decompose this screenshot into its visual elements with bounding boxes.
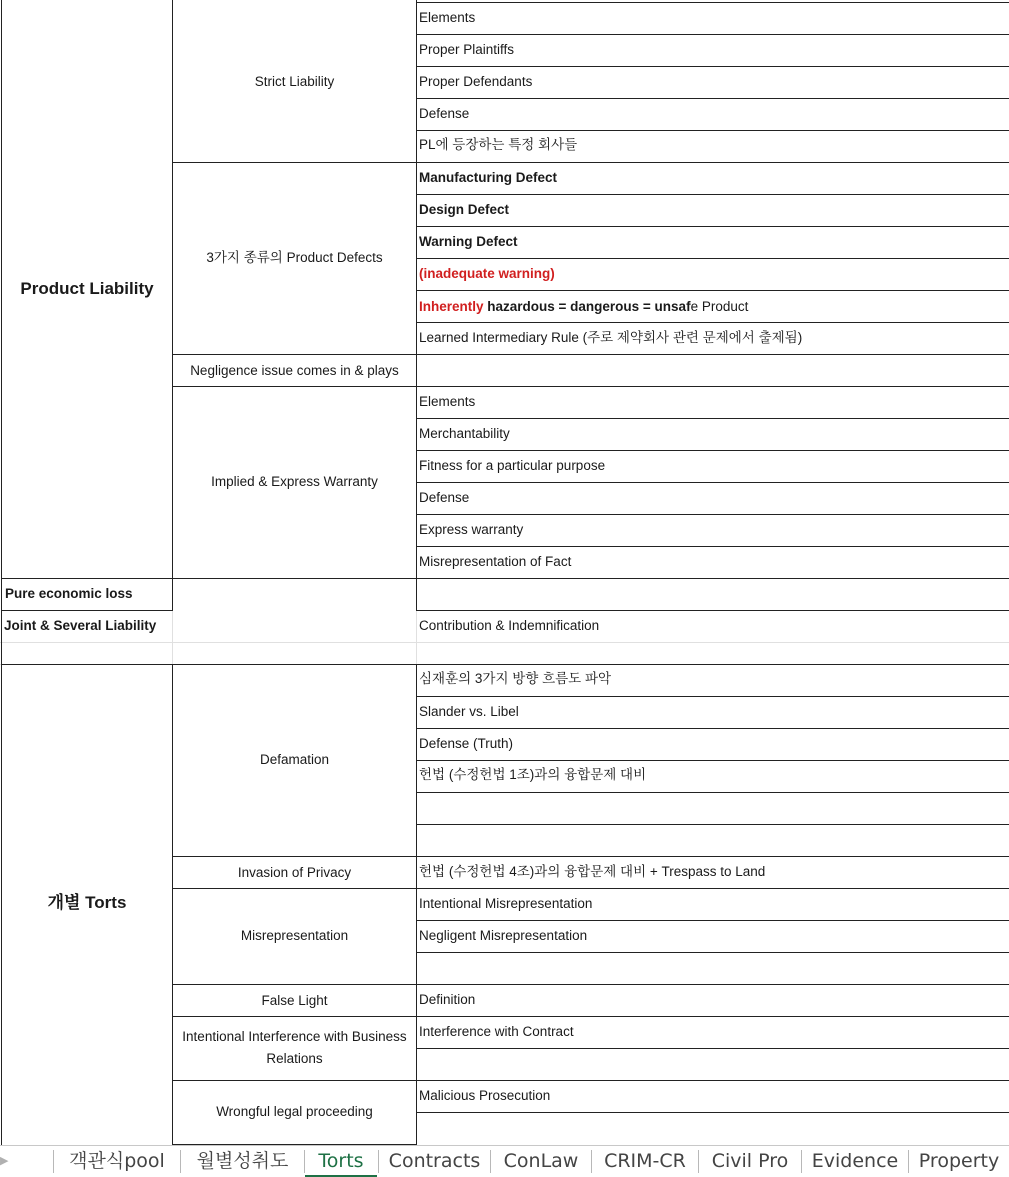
detail-cell[interactable]: Manufacturing Defect xyxy=(419,170,558,185)
border xyxy=(172,1016,416,1017)
detail-cell[interactable]: 헌법 (수정헌법 1조)과의 융합문제 대비 xyxy=(419,767,647,782)
border xyxy=(416,258,1009,259)
detail-cell[interactable]: PL에 등장하는 특정 회사들 xyxy=(419,137,578,152)
border xyxy=(1,610,172,611)
detail-cell[interactable]: Proper Plaintiffs xyxy=(419,42,515,57)
detail-cell[interactable]: Intentional Misrepresentation xyxy=(419,896,593,911)
detail-cell[interactable]: Design Defect xyxy=(419,202,510,217)
group-label-joint-several-liability[interactable]: Joint & Several Liability xyxy=(4,618,157,633)
detail-cell[interactable]: Proper Defendants xyxy=(419,74,533,89)
detail-cell[interactable]: Misrepresentation of Fact xyxy=(419,554,572,569)
topic-warranty[interactable]: Implied & Express Warranty xyxy=(211,474,378,489)
group-label-individual-torts[interactable]: 개별 Torts xyxy=(47,893,127,912)
detail-cell[interactable]: Express warranty xyxy=(419,522,524,537)
border xyxy=(416,130,1009,131)
border xyxy=(172,888,416,889)
border xyxy=(416,856,1009,857)
topic-negligence[interactable]: Negligence issue comes in & plays xyxy=(190,363,399,378)
border xyxy=(172,984,416,985)
border xyxy=(416,0,417,611)
border xyxy=(172,664,416,665)
border xyxy=(416,290,1009,291)
border xyxy=(416,952,1009,953)
border xyxy=(416,482,1009,483)
border xyxy=(172,354,416,355)
rich-text-run: hazardous = dangerous = unsaf xyxy=(483,299,691,314)
detail-cell[interactable]: Negligent Misrepresentation xyxy=(419,928,588,943)
border xyxy=(172,386,416,387)
detail-cell[interactable]: Interference with Contract xyxy=(419,1024,574,1039)
border xyxy=(416,226,1009,227)
border xyxy=(172,162,416,163)
border xyxy=(416,1080,1009,1081)
rich-text-run: Inherently xyxy=(419,299,484,314)
group-label-product-liability[interactable]: Product Liability xyxy=(20,279,154,298)
rich-text-run: e xyxy=(690,299,699,314)
sheet-tab-bar xyxy=(0,1145,1009,1177)
gridline xyxy=(416,611,417,665)
border xyxy=(172,856,416,857)
topic-false-light[interactable]: False Light xyxy=(261,993,328,1008)
border xyxy=(416,194,1009,195)
border xyxy=(172,664,173,1145)
border xyxy=(416,1112,1009,1113)
detail-cell[interactable]: Definition xyxy=(419,992,476,1007)
border xyxy=(416,824,1009,825)
border xyxy=(1,578,172,579)
border xyxy=(172,578,416,579)
border xyxy=(416,1016,1009,1017)
tab-scroll-left-icon[interactable]: ▶ xyxy=(0,1155,9,1167)
group-label-pure-economic-loss[interactable]: Pure economic loss xyxy=(5,586,133,601)
detail-cell[interactable]: 심재훈의 3가지 방향 흐름도 파악 xyxy=(419,671,612,686)
detail-cell[interactable]: Learned Intermediary Rule (주로 제약회사 관련 문제에서 출제됨) xyxy=(419,330,803,345)
border xyxy=(416,418,1009,419)
detail-cell[interactable]: Defense xyxy=(419,490,470,505)
gridline xyxy=(0,642,1009,643)
sheet-tab-civil-pro[interactable]: Civil Pro xyxy=(711,1150,789,1172)
detail-cell[interactable]: (inadequate warning) xyxy=(419,266,555,281)
border xyxy=(416,696,1009,697)
border xyxy=(172,1080,416,1081)
sheet-tab-property[interactable]: Property xyxy=(918,1150,1000,1172)
border xyxy=(416,728,1009,729)
border xyxy=(416,162,1009,163)
sheet-tab-torts[interactable]: Torts xyxy=(305,1146,377,1177)
detail-cell[interactable]: 헌법 (수정헌법 4조)과의 융합문제 대비 + Trespass to Land xyxy=(419,864,766,879)
topic-defamation[interactable]: Defamation xyxy=(259,752,330,767)
border xyxy=(416,386,1009,387)
border xyxy=(416,546,1009,547)
topic-invasion-of-privacy[interactable]: Invasion of Privacy xyxy=(237,865,352,880)
detail-cell[interactable]: Elements xyxy=(419,394,476,409)
border xyxy=(416,354,1009,355)
sheet-tab-contracts[interactable]: Contracts xyxy=(388,1150,481,1172)
detail-cell-rich[interactable] xyxy=(419,298,748,316)
detail-cell[interactable]: Defense (Truth) xyxy=(419,736,514,751)
border xyxy=(416,920,1009,921)
gridline xyxy=(172,611,173,665)
border xyxy=(416,34,1009,35)
border xyxy=(416,322,1009,323)
topic-product-defects[interactable]: 3가지 종류의 Product Defects xyxy=(206,250,383,265)
border xyxy=(416,1048,1009,1049)
topic-intentional-interference[interactable]: Intentional Interference with Business Relations xyxy=(182,1029,407,1066)
sheet-tab-monthly-achievement[interactable]: 월별성취도 xyxy=(196,1150,289,1172)
topic-wrongful-legal-proceeding[interactable]: Wrongful legal proceeding xyxy=(216,1104,373,1119)
border xyxy=(416,664,417,1145)
detail-cell[interactable]: Fitness for a particular purpose xyxy=(419,458,606,473)
topic-strict-liability[interactable]: Strict Liability xyxy=(254,74,335,89)
sheet-tab-objective-pool[interactable]: 객관식pool xyxy=(69,1150,165,1172)
detail-cell[interactable]: Warning Defect xyxy=(419,234,518,249)
border xyxy=(416,888,1009,889)
gridline xyxy=(0,664,1009,665)
detail-cell[interactable]: Contribution & Indemnification xyxy=(419,618,600,633)
detail-cell[interactable]: Defense xyxy=(419,106,470,121)
border xyxy=(416,578,1009,579)
detail-cell[interactable]: Elements xyxy=(419,10,476,25)
border xyxy=(416,450,1009,451)
detail-cell[interactable]: Malicious Prosecution xyxy=(419,1088,551,1103)
border xyxy=(416,610,1009,611)
detail-cell[interactable]: Merchantability xyxy=(419,426,510,441)
border xyxy=(416,514,1009,515)
border xyxy=(416,760,1009,761)
border xyxy=(416,664,1009,665)
border xyxy=(416,2,1009,3)
border xyxy=(1,664,172,665)
border xyxy=(416,792,1009,793)
detail-cell[interactable]: Slander vs. Libel xyxy=(419,704,519,719)
rich-text-run: Product xyxy=(698,299,749,314)
border xyxy=(416,98,1009,99)
border xyxy=(172,0,173,611)
sheet-tab-evidence[interactable]: Evidence xyxy=(811,1150,899,1172)
border xyxy=(416,66,1009,67)
sheet-tab-crim-cr[interactable]: CRIM-CR xyxy=(604,1150,686,1172)
border xyxy=(416,984,1009,985)
sheet-tab-conlaw[interactable]: ConLaw xyxy=(503,1150,579,1172)
border xyxy=(1,0,2,1145)
topic-misrepresentation[interactable]: Misrepresentation xyxy=(240,928,349,943)
